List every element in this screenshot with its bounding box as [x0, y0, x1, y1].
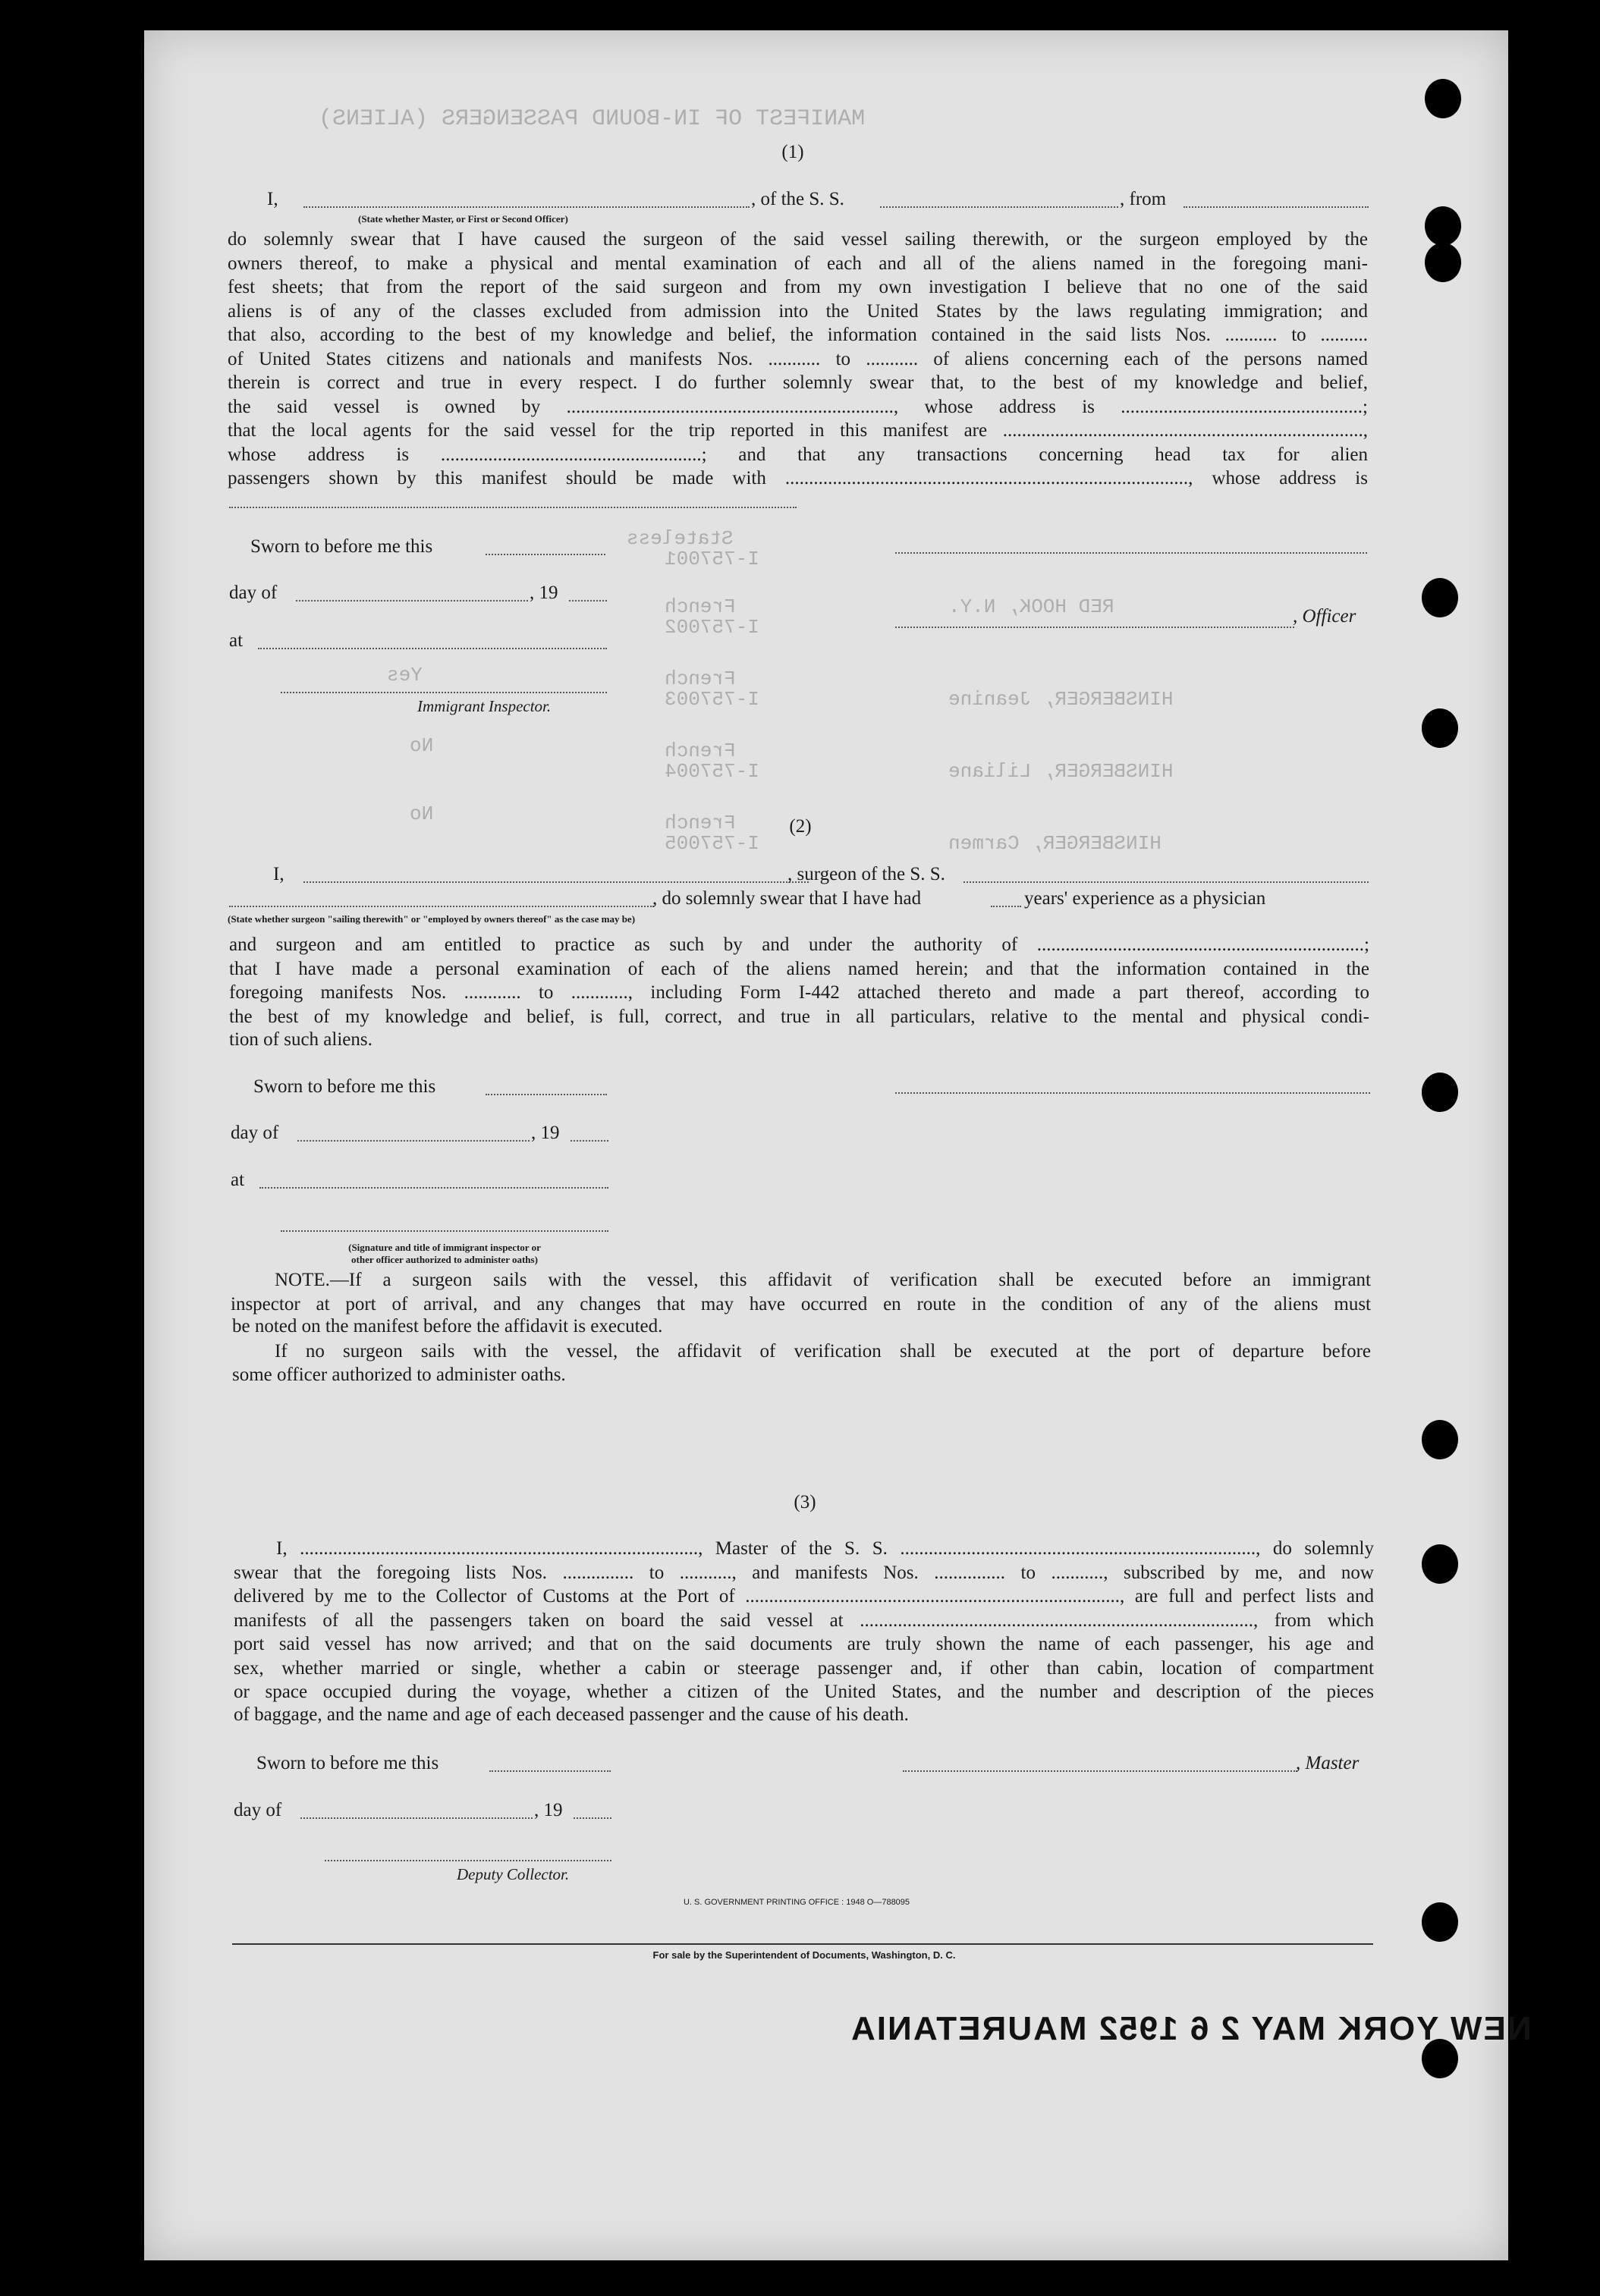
- oath-paragraph-2: and surgeon and am entitled to practice as such by and under the authority of .....................................................................; that I have made a personal examination of each of the aliens named herein; and that the information contained in the foregoing manifests Nos. ............ to ............, including Form I-442 attached thereto and made a part thereof, according to the best of my knowledge and belief, is full, correct, and true in all particulars, relative to the mental and physical condi-: [229, 934, 1369, 1027]
- bleed-through-text: HINSBERGER, Liliane: [948, 760, 1174, 783]
- footer-rule: [232, 1943, 1373, 1945]
- sworn-label: Sworn to before me this: [250, 536, 433, 557]
- bleed-through-header: MANIFEST OF IN-BOUND PASSENGERS (ALIENS): [319, 106, 866, 132]
- blank-line: [486, 1094, 607, 1095]
- blank-line: [571, 1140, 608, 1142]
- blank-line: [258, 648, 607, 649]
- bleed-through-text: French: [665, 740, 736, 762]
- blank-line: [574, 1817, 611, 1819]
- printing-office-line: U. S. GOVERNMENT PRINTING OFFICE : 1948 O—788095: [683, 1898, 910, 1907]
- bleed-through-text: I-757005: [665, 832, 759, 855]
- bleed-through-text: French: [665, 595, 736, 618]
- oath-opening-I: I,: [267, 189, 278, 209]
- section-number: (2): [789, 816, 812, 837]
- bleed-through-text: HINSBERGER, Jeanine: [948, 688, 1174, 711]
- year-label: , 19: [531, 1123, 560, 1143]
- master-label: , Master: [1296, 1753, 1360, 1773]
- blank-line: [963, 881, 1369, 883]
- blank-line: [229, 906, 654, 907]
- punch-hole: [1422, 578, 1458, 617]
- blank-line: [903, 1770, 1297, 1772]
- section-number: (3): [794, 1492, 816, 1512]
- blank-line: [1183, 206, 1369, 208]
- paragraph-end: tion of such aliens.: [229, 1029, 372, 1050]
- note-paragraph-2: If no surgeon sails with the vessel, the affidavit of verification shall be executed at the port of departure before: [275, 1341, 1371, 1362]
- bleed-through-text: French: [665, 812, 736, 834]
- rank-note: (State whether Master, or First or Second Officer): [358, 213, 568, 225]
- vessel-label: , of the S. S.: [751, 189, 844, 209]
- from-label: , from: [1120, 189, 1167, 209]
- signature-caption: (Signature and title of immigrant inspector or: [348, 1242, 541, 1253]
- signature-line: [281, 1230, 608, 1232]
- bleed-through-text: French: [665, 667, 736, 690]
- sale-notice: For sale by the Superintendent of Documents, Washington, D. C.: [652, 1949, 956, 1961]
- signature-line: [325, 1860, 611, 1861]
- bleed-through-text: I-757003: [665, 688, 759, 711]
- oath-paragraph-1: do solemnly swear that I have caused the surgeon of the said vessel sailing therewith, or the surgeon employed by the owners thereof, to make a physical and mental examination of each and all of the aliens named in the foregoing mani- fest sheets; that from the report of the said surgeon and from my own investigation I believe that no one of the said aliens is of any of the classes excluded from admission into the United States by the laws regulating immigration; and that also, according to the best of my knowledge and belief, the information contained in the said lists Nos. ........... to .......... of United States citizens and nationals and manifests Nos. ........... to ........... of aliens concerning each of the persons named therein is correct and true in every respect. I do further solemnly swear that, to the best of my knowledge and belief, the said vessel is owned by ....................................................................., whose address is ...................................................; that the local agents for the said vessel for the trip reported in this manifest are ............................................................................, whose address is .......................................................; and that any transactions concerning head tax for alien passengers shown by this manifest should be made with ....................................................................................., whose address is: [228, 229, 1368, 488]
- day-label: day of: [229, 583, 278, 603]
- blank-line: [880, 206, 1118, 208]
- punch-hole: [1422, 1902, 1458, 1942]
- punch-hole: [1425, 243, 1461, 282]
- blank-line: [303, 881, 809, 883]
- bleed-through-text: I-757004: [665, 760, 759, 783]
- sworn-label: Sworn to before me this: [256, 1753, 439, 1773]
- surgeon-note: (State whether surgeon "sailing therewith" or "employed by owners thereof" as the case may be): [228, 913, 636, 925]
- bleed-through-text: No: [410, 734, 434, 757]
- blank-line: [259, 1187, 608, 1189]
- day-label: day of: [231, 1123, 279, 1143]
- experience-label: , do solemnly swear that I have had: [652, 888, 922, 909]
- at-label: at: [229, 630, 244, 651]
- bleed-through-text: Stateless: [627, 527, 734, 550]
- blank-line: [297, 1140, 530, 1142]
- punch-hole: [1425, 206, 1461, 246]
- sworn-label: Sworn to before me this: [253, 1076, 436, 1097]
- bleed-through-text: No: [410, 803, 434, 825]
- collector-label: Deputy Collector.: [457, 1865, 570, 1883]
- punch-hole: [1422, 1544, 1458, 1584]
- blank-line: [300, 1817, 533, 1819]
- section-number: (1): [781, 142, 804, 162]
- paragraph-end: of baggage, and the name and age of each deceased passenger and the cause of his death.: [234, 1704, 909, 1725]
- experience-years-label: years' experience as a physician: [1024, 888, 1266, 909]
- note-end: be noted on the manifest before the affidavit is executed.: [232, 1316, 663, 1336]
- blank-line: [489, 1770, 611, 1772]
- at-label: at: [231, 1170, 245, 1190]
- blank-line: [229, 507, 797, 508]
- blank-line: [895, 627, 1294, 628]
- blank-line: [569, 600, 607, 601]
- punch-hole: [1422, 1073, 1458, 1112]
- bleed-through-text: I-757002: [665, 616, 759, 639]
- officer-label: , Officer: [1293, 606, 1356, 627]
- inspector-label: Immigrant Inspector.: [417, 697, 552, 715]
- note-end: some officer authorized to administer oaths.: [232, 1365, 566, 1385]
- blank-line: [486, 554, 605, 555]
- arrival-stamp: NEW YORK MAY 2 6 1952 MAURETANIA: [850, 2010, 1532, 2047]
- blank-line: [895, 552, 1367, 554]
- bleed-through-text: I-757001: [665, 548, 759, 570]
- blank-line: [895, 1092, 1370, 1094]
- blank-line: [991, 906, 1021, 907]
- punch-hole: [1422, 708, 1458, 748]
- bleed-through-text: HINSBERGER, Carmen: [948, 832, 1161, 855]
- year-label: , 19: [534, 1800, 563, 1820]
- year-label: , 19: [530, 583, 558, 603]
- signature-line: [281, 692, 607, 693]
- oath-paragraph-3: I, ...................................................................................., Master of the S. S. ..........................................................................., do solemnly swear that the foregoing lists Nos. ............... to ..........., and manifests Nos. ............... to ..........., subscribed by me, and now delivered by me to the Collector of Customs at the Port of ..............................................................................., are full and perfect lists and manifests of all the passengers taken on board the said vessel at ..................................................................................., from which port said vessel has now arrived; and that on the said documents are truly shown the name of each passenger, his age and sex, whether married or single, whether a cabin or steerage passenger and, if other than cabin, location of compartment or space occupied during the voyage, whether a citizen of the United States, and the number and description of the pieces: [234, 1538, 1374, 1702]
- day-label: day of: [234, 1800, 282, 1820]
- surgeon-vessel-label: , surgeon of the S. S.: [787, 864, 945, 884]
- note-paragraph: NOTE.—If a surgeon sails with the vessel, this affidavit of verification shall be executed before an immigrant inspector at port of arrival, and any changes that may have occurred en route in the condition of any of the aliens must: [231, 1270, 1371, 1314]
- signature-caption: other officer authorized to administer oaths): [351, 1254, 538, 1265]
- oath-opening-I: I,: [273, 864, 284, 884]
- bleed-through-text: RED HOOK, N.Y.: [948, 595, 1114, 618]
- punch-hole: [1422, 1420, 1458, 1459]
- bleed-through-text: Yes: [387, 664, 423, 686]
- punch-hole: [1425, 79, 1461, 118]
- blank-line: [296, 600, 528, 601]
